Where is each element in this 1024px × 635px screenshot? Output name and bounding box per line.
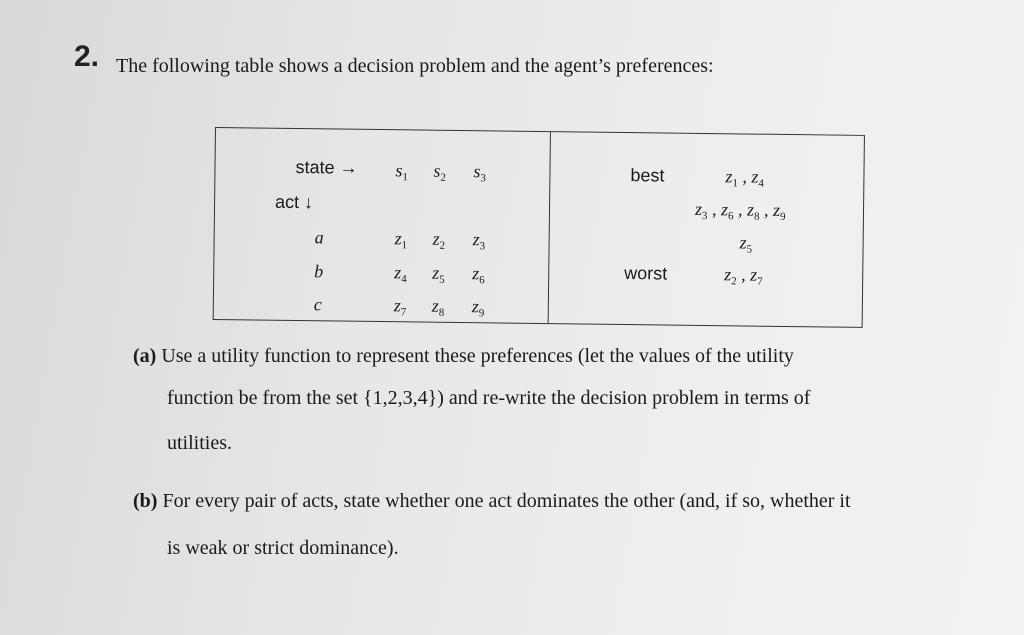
part-b-line [133,490,851,513]
part-a-text: Use a utility function to represent these preferences (let the values of the utility [161,345,794,367]
part-a-label: (a) [133,345,157,367]
outcome-cell: $z_9$ [471,296,485,320]
worst-label: worst [624,263,668,284]
part-b-text: For every pair of acts, state whether one act dominates the other (and, if so, whether it [162,490,851,512]
outcome-cell: $z_1$ [394,228,408,252]
ranking-row: $z_3$ , $z_6$ , $z_8$ , $z_9$ [694,198,786,223]
part-a-line: utilities. [167,432,232,454]
outcome-cell: $z_4$ [394,262,407,286]
outcome-cell: $z_7$ [393,295,407,319]
state-s3: $s_3$ [473,161,486,185]
outcome-cell: $z_3$ [472,229,486,253]
state-s1: $s_1$ [395,160,408,184]
act-row-label: c [313,294,322,315]
act-row-label: b [314,261,324,282]
ranking-row: $z_5$ [739,232,753,256]
state-s2: $s_2$ [433,160,446,184]
outcome-cell: $z_5$ [432,262,445,286]
ranking-row: $z_2$ , $z_7$ [724,264,763,288]
best-label: best [630,165,665,186]
act-row-label: a [314,227,324,248]
question-number: 2. [74,40,100,73]
ranking-row: $z_1$ , $z_4$ [725,166,764,190]
part-a-line: function be from the set {1,2,3,4}) and re-write the decision problem in terms of [167,387,811,409]
decision-table [213,127,865,328]
outcome-cell: $z_2$ [432,228,446,252]
state-header: state → [295,156,358,178]
part-a-line [133,345,794,368]
part-b-line: is weak or strict dominance). [167,537,399,559]
outcome-cell: $z_8$ [431,295,445,319]
part-b-label: (b) [133,490,158,512]
question-intro: The following table shows a decision problem and the agent’s preferences: [116,55,714,77]
outcome-cell: $z_6$ [472,263,485,287]
act-header: act ↓ [274,191,314,213]
table-divider [548,132,551,323]
